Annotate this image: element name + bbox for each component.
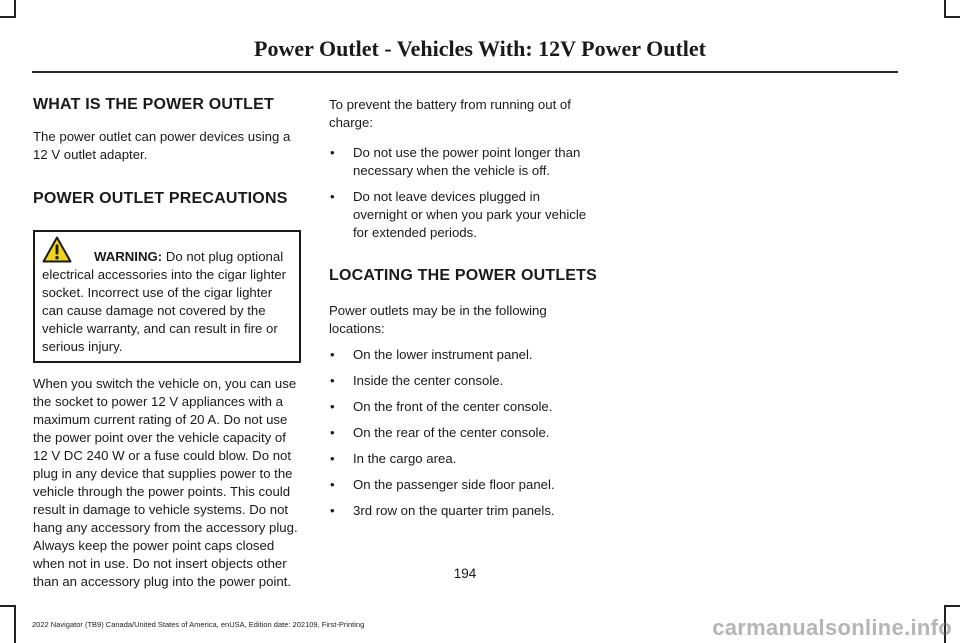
footer-edition-info: 2022 Navigator (TB9) Canada/United States of America, enUSA, Edition date: 202109, First-Printing xyxy=(32,620,365,629)
crop-mark-bottom-left-v xyxy=(14,605,16,643)
warning-box xyxy=(33,230,301,363)
list-item: • Inside the center console. xyxy=(330,373,504,388)
list-item: • 3rd row on the quarter trim panels. xyxy=(330,503,555,518)
crop-mark-bottom-right-h xyxy=(944,605,960,607)
warning-triangle-icon xyxy=(42,236,72,263)
section-heading-precautions: POWER OUTLET PRECAUTIONS xyxy=(33,190,288,207)
list-item: • In the cargo area. xyxy=(330,451,457,466)
list-item: • Do not leave devices plugged in overnight or when you park your vehicle for extended periods. xyxy=(330,189,587,240)
list-item: • On the passenger side floor panel. xyxy=(330,477,555,492)
list-item: • On the rear of the center console. xyxy=(330,425,550,440)
crop-mark-bottom-left-h xyxy=(0,605,16,607)
bullet-glyph: • xyxy=(330,189,335,204)
middle-column xyxy=(329,96,597,528)
intro-paragraph: The power outlet can power devices using a 12 V outlet adapter. xyxy=(33,129,291,162)
bullet-glyph: • xyxy=(330,373,335,388)
locations-bullet-list xyxy=(329,346,597,520)
list-item: • On the lower instrument panel. xyxy=(330,347,533,362)
bullet-glyph: • xyxy=(330,399,335,414)
battery-intro: To prevent the battery from running out of charge: xyxy=(329,97,571,130)
bullet-glyph: • xyxy=(330,451,335,466)
section-heading-what-is: WHAT IS THE POWER OUTLET xyxy=(33,96,274,113)
battery-bullet-list xyxy=(329,144,597,242)
bullet-glyph: • xyxy=(330,503,335,518)
warning-text: Do not plug optional electrical accessories into the cigar lighter socket. Incorrect use of the cigar lighter can cause damage not covered by the vehicle warranty, and can result in fire or serious injury. xyxy=(42,249,287,354)
section-heading-locating: LOCATING THE POWER OUTLETS xyxy=(329,267,598,284)
bullet-glyph: • xyxy=(330,425,335,440)
bullet-glyph: • xyxy=(330,145,335,160)
page-title: Power Outlet - Vehicles With: 12V Power Outlet xyxy=(254,36,706,61)
warning-label: WARNING: xyxy=(94,249,163,264)
left-column xyxy=(33,96,301,591)
list-item: • On the front of the center console. xyxy=(330,399,553,414)
header-divider xyxy=(32,71,898,73)
usage-paragraph: When you switch the vehicle on, you can use the socket to power 12 V appliances with a maximum current rating of 20 A. Do not use the power point over the vehicle capacity of 12 V DC 240 W or a fuse could blow. Do not plug in any device that supplies power to the vehicle through the power points. This could result in damage to vehicle systems. Do not hang any accessory from the accessory plug. Always keep the power point caps closed when not in use. Do not insert objects other than an accessory plug into the power point. xyxy=(33,376,298,589)
locations-intro: Power outlets may be in the following locations: xyxy=(329,303,547,336)
bullet-glyph: • xyxy=(330,477,335,492)
crop-mark-top-right-h xyxy=(944,16,960,18)
crop-mark-top-left-h xyxy=(0,16,16,18)
list-item: • Do not use the power point longer than necessary when the vehicle is off. xyxy=(330,145,581,178)
page-number: 194 xyxy=(453,566,477,581)
watermark: carmanualsonline.info xyxy=(712,615,952,640)
bullet-glyph: • xyxy=(330,347,335,362)
